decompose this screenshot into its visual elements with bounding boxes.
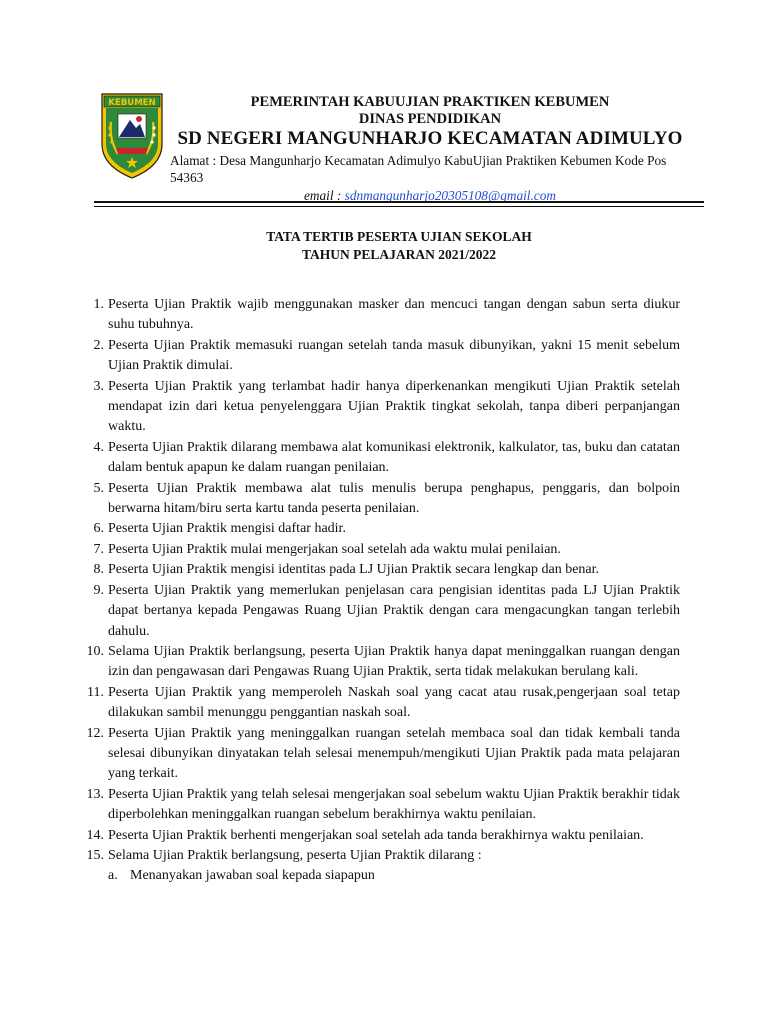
rule-number: 10. [86,643,104,659]
government-name: PEMERINTAH KABUUJIAN PRAKTIKEN KEBUMEN [250,94,610,110]
rule-text: Peserta Ujian Praktik yang telah selesai mengerjakan soal sebelum waktu Ujian Praktik berakhir tidak diperbolehkan meninggalkan ruangan sebelum berakhirnya waktu penilaian. [108,786,680,823]
rule-number: 1. [93,297,104,312]
rule-number: 15. [86,847,104,863]
rule-item [72,581,680,642]
rule-item [72,519,680,539]
rule-subitem-letter: a. [108,868,118,884]
rule-text: Peserta Ujian Praktik memasuki ruangan setelah tanda masuk dibunyikan, yakni 15 menit sebelum Ujian Praktik dimulai. [108,337,680,374]
letterhead-thin-rule [94,206,704,207]
rule-subitem-text: Menanyakan jawaban soal kepada siapapun [130,868,375,884]
rule-item [72,479,680,520]
letterhead [170,94,690,204]
rule-text: Peserta Ujian Praktik membawa alat tulis menulis berupa penghapus, penggaris, dan bolpoin berwarna hitam/biru serta kartu tanda peserta penilaian. [108,480,680,517]
rule-text: Peserta Ujian Praktik yang terlambat hadir hanya diperkenankan mengikuti Ujian Praktik setelah mendapat izin dari ketua penyelenggara Ujian Praktik tingkat sekolah, tanpa diberi perpanjangan waktu. [108,378,680,435]
rule-text: Peserta Ujian Praktik dilarang membawa alat komunikasi elektronik, kalkulator, tas, buku dan catatan dalam bentuk apapun ke dalam ruangan penilaian. [108,439,680,476]
rule-text: Peserta Ujian Praktik mengisi daftar hadir. [108,521,346,537]
rule-number: 11. [87,684,104,700]
rule-item [72,438,680,479]
rule-text: Peserta Ujian Praktik berhenti mengerjakan soal setelah ada tanda berakhirnya waktu penilaian. [108,827,644,843]
rule-number: 8. [93,562,104,578]
rule-text: Peserta Ujian Praktik yang meninggalkan ruangan setelah membaca soal dan tidak kembali tanda selesai dibunyikan dinyatakan telah selesai menempuh/mengikuti Ujian Praktik pada mata pelajaran yang terkait. [108,725,680,782]
rule-text: Peserta Ujian Praktik yang memerlukan penjelasan cara pengisian identitas pada LJ Ujian Praktik dapat bertanya kepada Pengawas Ruang Ujian Praktik dengan cara mengacungkan tangan terlebih dahulu. [108,582,680,639]
rule-number: 14. [86,827,104,843]
rule-item [72,642,680,683]
rule-number: 2. [93,337,104,353]
rule-text: Peserta Ujian Praktik wajib menggunakan masker dan mencuci tangan dengan sabun serta diukur suhu tubuhnya. [108,297,680,333]
document-title-line2: TAHUN PELAJARAN 2021/2022 [301,247,496,262]
rule-number: 4. [93,439,104,455]
email-label: email : [304,188,342,203]
rule-item [72,785,680,826]
rule-item [72,377,680,438]
rule-item [72,560,680,580]
rule-number: 7. [93,541,104,557]
rule-text: Selama Ujian Praktik berlangsung, peserta Ujian Praktik hanya dapat meninggalkan ruangan dengan izin dan pengawasan dari Pengawas Ruang Ujian Praktik, serta tidak melakukan berulang kali. [108,643,680,680]
rule-item [72,846,680,887]
rule-item [72,826,680,846]
rule-number: 3. [93,378,104,394]
rule-text: Selama Ujian Praktik berlangsung, peserta Ujian Praktik dilarang : [108,847,482,863]
rule-text: Peserta Ujian Praktik mengisi identitas pada LJ Ujian Praktik secara lengkap dan benar. [108,562,600,578]
letterhead-thick-rule [94,201,704,203]
rule-item [72,724,680,785]
school-emblem-logo [100,92,164,180]
rule-item [72,336,680,377]
rule-subitem [108,866,680,886]
rule-item [72,683,680,724]
school-address: Alamat : Desa Mangunharjo Kecamatan Adimulyo KabuUjian Praktiken Kebumen Kode Pos 54363 [170,153,667,185]
department-name: DINAS PENDIDIKAN [358,111,502,127]
rule-number: 12. [86,725,104,741]
rule-text: Peserta Ujian Praktik yang memperoleh Naskah soal yang cacat atau rusak,pengerjaan soal tetap dilakukan sambil menunggu penggantian naskah soal. [108,684,680,721]
email-link[interactable]: sdnmangunharjo20305108@gmail.com [344,188,556,203]
document-title-line1: TATA TERTIB PESERTA UJIAN SEKOLAH [266,229,532,244]
emblem-banner-text: KEBUMEN [108,97,156,108]
rule-item [72,540,680,560]
rules-list [72,295,680,887]
rule-number: 5. [93,480,104,496]
rule-text: Peserta Ujian Praktik mulai mengerjakan soal setelah ada waktu mulai penilaian. [108,541,561,557]
document-title [94,228,704,264]
rule-item [72,295,680,336]
rule-number: 6. [93,521,104,537]
school-name: SD NEGERI MANGUNHARJO KECAMATAN ADIMULYO [177,128,683,149]
rule-number: 9. [93,582,104,598]
rule-number: 13. [86,786,104,802]
